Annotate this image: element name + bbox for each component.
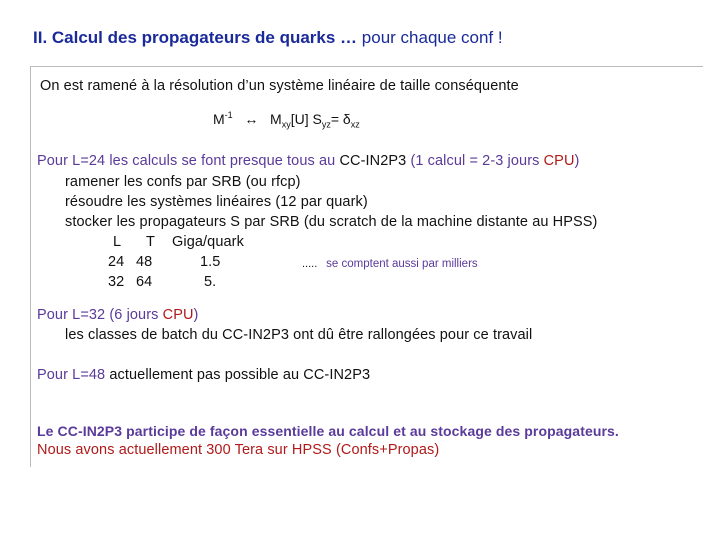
table-header-giga: Giga/quark xyxy=(172,234,244,250)
conclusion-line-1: Le CC-IN2P3 participe de façon essentielle au calcul et au stockage des propagateurs. xyxy=(37,423,619,439)
l24-item-2: résoudre les systèmes linéaires (12 par quark) xyxy=(65,194,368,210)
table-header-t: T xyxy=(146,234,155,250)
title-normal: pour chaque conf ! xyxy=(361,28,503,47)
table-cell: 24 xyxy=(108,254,125,270)
table-cell: 1.5 xyxy=(200,254,221,270)
l24-item-1: ramener les confs par SRB (ou rfcp) xyxy=(65,174,301,190)
l24-heading: Pour L=24 les calculs se font presque tous au CC-IN2P3 (1 calcul = 2-3 jours CPU) xyxy=(37,153,580,169)
note: ..... se comptent aussi par milliers xyxy=(302,258,478,270)
formula: $M^{-1}$ ↔ $M_{xy}[U]$ $S_{yz}= \delta_{xz}$ xyxy=(213,110,360,130)
conclusion-line-2: Nous avons actuellement 300 Tera sur HPSS (Confs+Propas) xyxy=(37,442,440,458)
title-bold: II. Calcul des propagateurs de quarks … xyxy=(33,28,358,47)
intro-text: On est ramené à la résolution d’un système linéaire de taille conséquente xyxy=(40,78,519,94)
table-cell: 64 xyxy=(136,274,153,290)
l48-line: Pour L=48 actuellement pas possible au CC-IN2P3 xyxy=(37,367,371,383)
table-header-l: L xyxy=(113,234,122,250)
l24-item-3: stocker les propagateurs S par SRB (du scratch de la machine distante au HPSS) xyxy=(65,214,598,230)
table-cell: 32 xyxy=(108,274,125,290)
l32-detail: les classes de batch du CC-IN2P3 ont dû être rallongées pour ce travail xyxy=(65,327,533,343)
l32-heading: Pour L=32 (6 jours CPU) xyxy=(37,307,199,323)
table-cell: 48 xyxy=(136,254,153,270)
table-cell: 5. xyxy=(204,274,217,290)
page-title xyxy=(33,28,503,48)
